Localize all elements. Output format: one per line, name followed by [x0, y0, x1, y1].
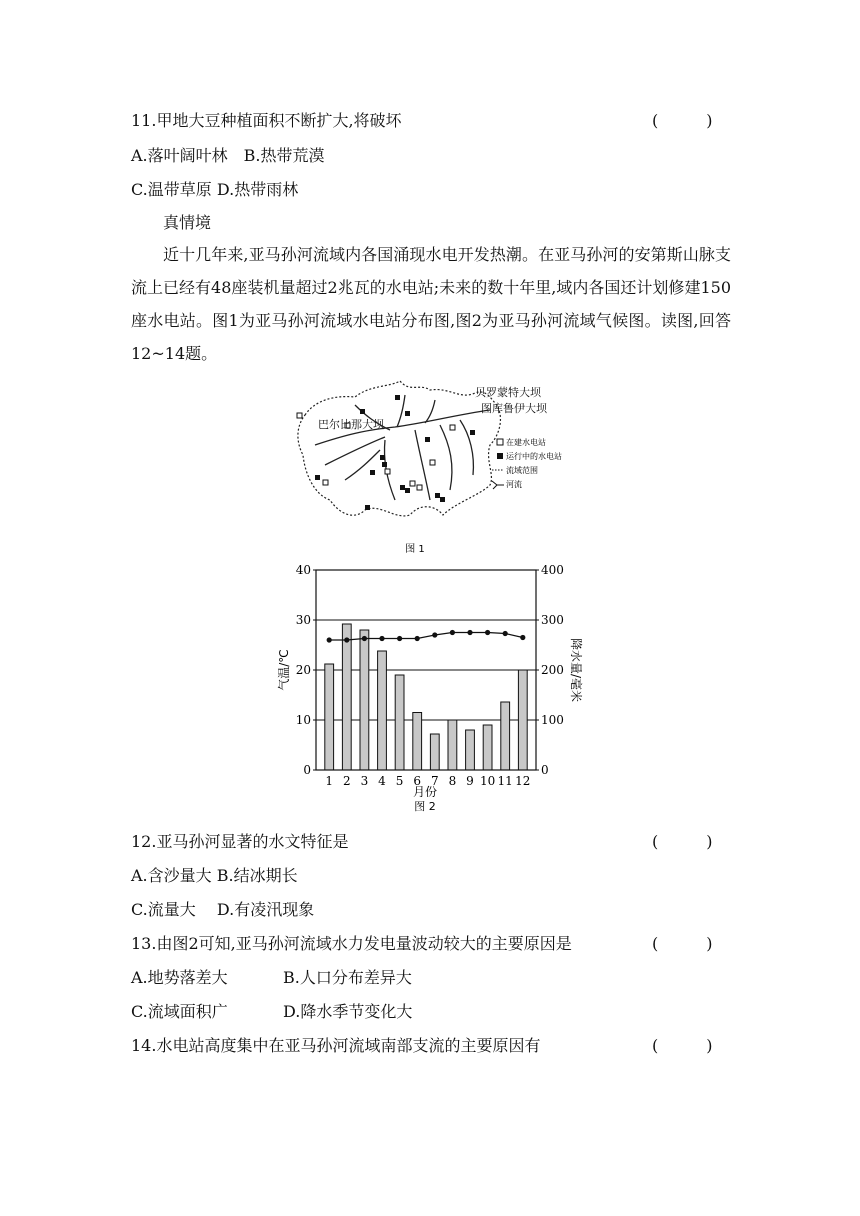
figure2-climate-chart — [270, 560, 590, 820]
left-tick-label: 30 — [295, 613, 311, 627]
precip-bar-10 — [483, 725, 492, 770]
precip-bar-9 — [466, 730, 475, 770]
legend-operating: 运行中的水电站 — [506, 452, 562, 461]
x-tick-label: 7 — [430, 774, 439, 788]
right-tick-label: 100 — [541, 713, 564, 727]
x-tick-label: 11 — [497, 774, 513, 788]
x-tick-label: 5 — [395, 774, 404, 788]
basin-boundary — [298, 381, 501, 516]
q13-option-c: C.流域面积广 — [131, 1002, 228, 1021]
figure2-caption: 图 2 — [414, 800, 436, 813]
y-right-label: 降水量/毫米 — [569, 637, 583, 703]
temp-point-1 — [327, 637, 332, 642]
x-tick-label: 1 — [325, 774, 334, 788]
temp-point-9 — [467, 630, 472, 635]
label-belo-monte: 贝罗蒙特大坝 — [475, 386, 541, 399]
label-balbina: 巴尔比那大坝 — [318, 418, 384, 431]
q11-options-ab: A.落叶阔叶林 B.热带荒漠 — [131, 146, 325, 165]
q12-options-ab: A.含沙量大 B.结冰期长 — [131, 866, 298, 885]
section-title: 真情境 — [163, 213, 212, 232]
precip-bar-5 — [395, 675, 404, 770]
q14-answer-paren: ( ) — [652, 1036, 713, 1055]
temp-point-8 — [450, 630, 455, 635]
precip-bar-6 — [413, 713, 422, 771]
x-tick-label: 4 — [378, 774, 386, 788]
precip-bar-2 — [342, 624, 351, 770]
x-tick-label: 9 — [466, 774, 474, 788]
q13-option-a: A.地势落差大 — [131, 968, 228, 987]
label-tucurui: 图库鲁伊大坝 — [481, 402, 547, 415]
operating-stations — [315, 395, 475, 510]
rivers — [315, 395, 490, 500]
precip-bar-12 — [518, 670, 527, 770]
precip-bar-11 — [501, 702, 510, 770]
legend-river: 河流 — [506, 480, 522, 489]
x-tick-label: 2 — [342, 774, 351, 788]
left-tick-label: 10 — [295, 713, 311, 727]
left-axis-ticks — [296, 563, 316, 777]
right-tick-label: 300 — [541, 613, 564, 627]
x-tick-label: 12 — [515, 774, 531, 788]
precip-bar-7 — [430, 734, 439, 770]
right-tick-label: 400 — [541, 563, 564, 577]
figure1-caption: 图 1 — [405, 544, 425, 555]
left-tick-label: 20 — [295, 663, 311, 677]
map-legend — [492, 437, 562, 489]
precip-bar-1 — [325, 664, 334, 770]
precip-bar-4 — [378, 651, 387, 770]
temp-point-6 — [415, 636, 420, 641]
temp-point-2 — [344, 637, 349, 642]
q12-stem: 12.亚马孙河显著的水文特征是 — [131, 832, 349, 851]
figure1-map — [285, 375, 585, 560]
q12-answer-paren: ( ) — [652, 832, 713, 851]
x-tick-label: 10 — [479, 774, 496, 788]
legend-basin: 流域范围 — [506, 466, 538, 475]
temp-point-5 — [397, 636, 402, 641]
x-tick-label: 8 — [448, 774, 457, 788]
temp-point-11 — [503, 631, 508, 636]
temp-point-12 — [520, 635, 525, 640]
right-tick-label: 200 — [541, 663, 564, 677]
temp-point-10 — [485, 630, 490, 635]
left-tick-label: 0 — [303, 763, 311, 777]
y-left-label: 气温/℃ — [277, 649, 291, 691]
temp-point-4 — [379, 636, 384, 641]
q13-answer-paren: ( ) — [652, 934, 713, 953]
q13-option-d: D.降水季节变化大 — [283, 1002, 413, 1021]
passage-text: 近十几年来,亚马孙河流域内各国涌现水电开发热潮。在亚马孙河的安第斯山脉支流上已经有48座装机量超过2兆瓦的水电站;未来的数十年里,域内各国还计划修建150座水电站。图1为亚马孙河流域水电站分布图,图2为亚马孙河流域气候图。读图,回答12~14题。 — [131, 245, 731, 363]
left-tick-label: 40 — [295, 563, 311, 577]
q13-option-b: B.人口分布差异大 — [283, 968, 412, 987]
precip-bar-8 — [448, 720, 457, 770]
q11-answer-paren: ( ) — [652, 111, 713, 130]
q11-options-cd: C.温带草原 D.热带雨林 — [131, 180, 299, 199]
q12-options-cd: C.流量大 D.有凌汛现象 — [131, 900, 315, 919]
precip-bar-3 — [360, 630, 369, 770]
right-tick-label: 0 — [541, 763, 549, 777]
q14-stem: 14.水电站高度集中在亚马孙河流域南部支流的主要原因有 — [131, 1036, 541, 1055]
x-tick-label: 6 — [413, 774, 422, 788]
right-axis-ticks — [536, 563, 564, 777]
temp-point-3 — [362, 636, 367, 641]
legend-under-construction: 在建水电站 — [506, 438, 546, 447]
temperature-line — [329, 633, 523, 641]
q13-stem: 13.由图2可知,亚马孙河流域水力发电量波动较大的主要原因是 — [131, 934, 572, 953]
q11-stem: 11.甲地大豆种植面积不断扩大,将破坏 — [131, 111, 402, 130]
x-tick-label: 3 — [360, 774, 369, 788]
x-axis-label: 月份 — [412, 785, 438, 799]
precip-bars — [325, 624, 527, 770]
temp-point-7 — [432, 632, 437, 637]
